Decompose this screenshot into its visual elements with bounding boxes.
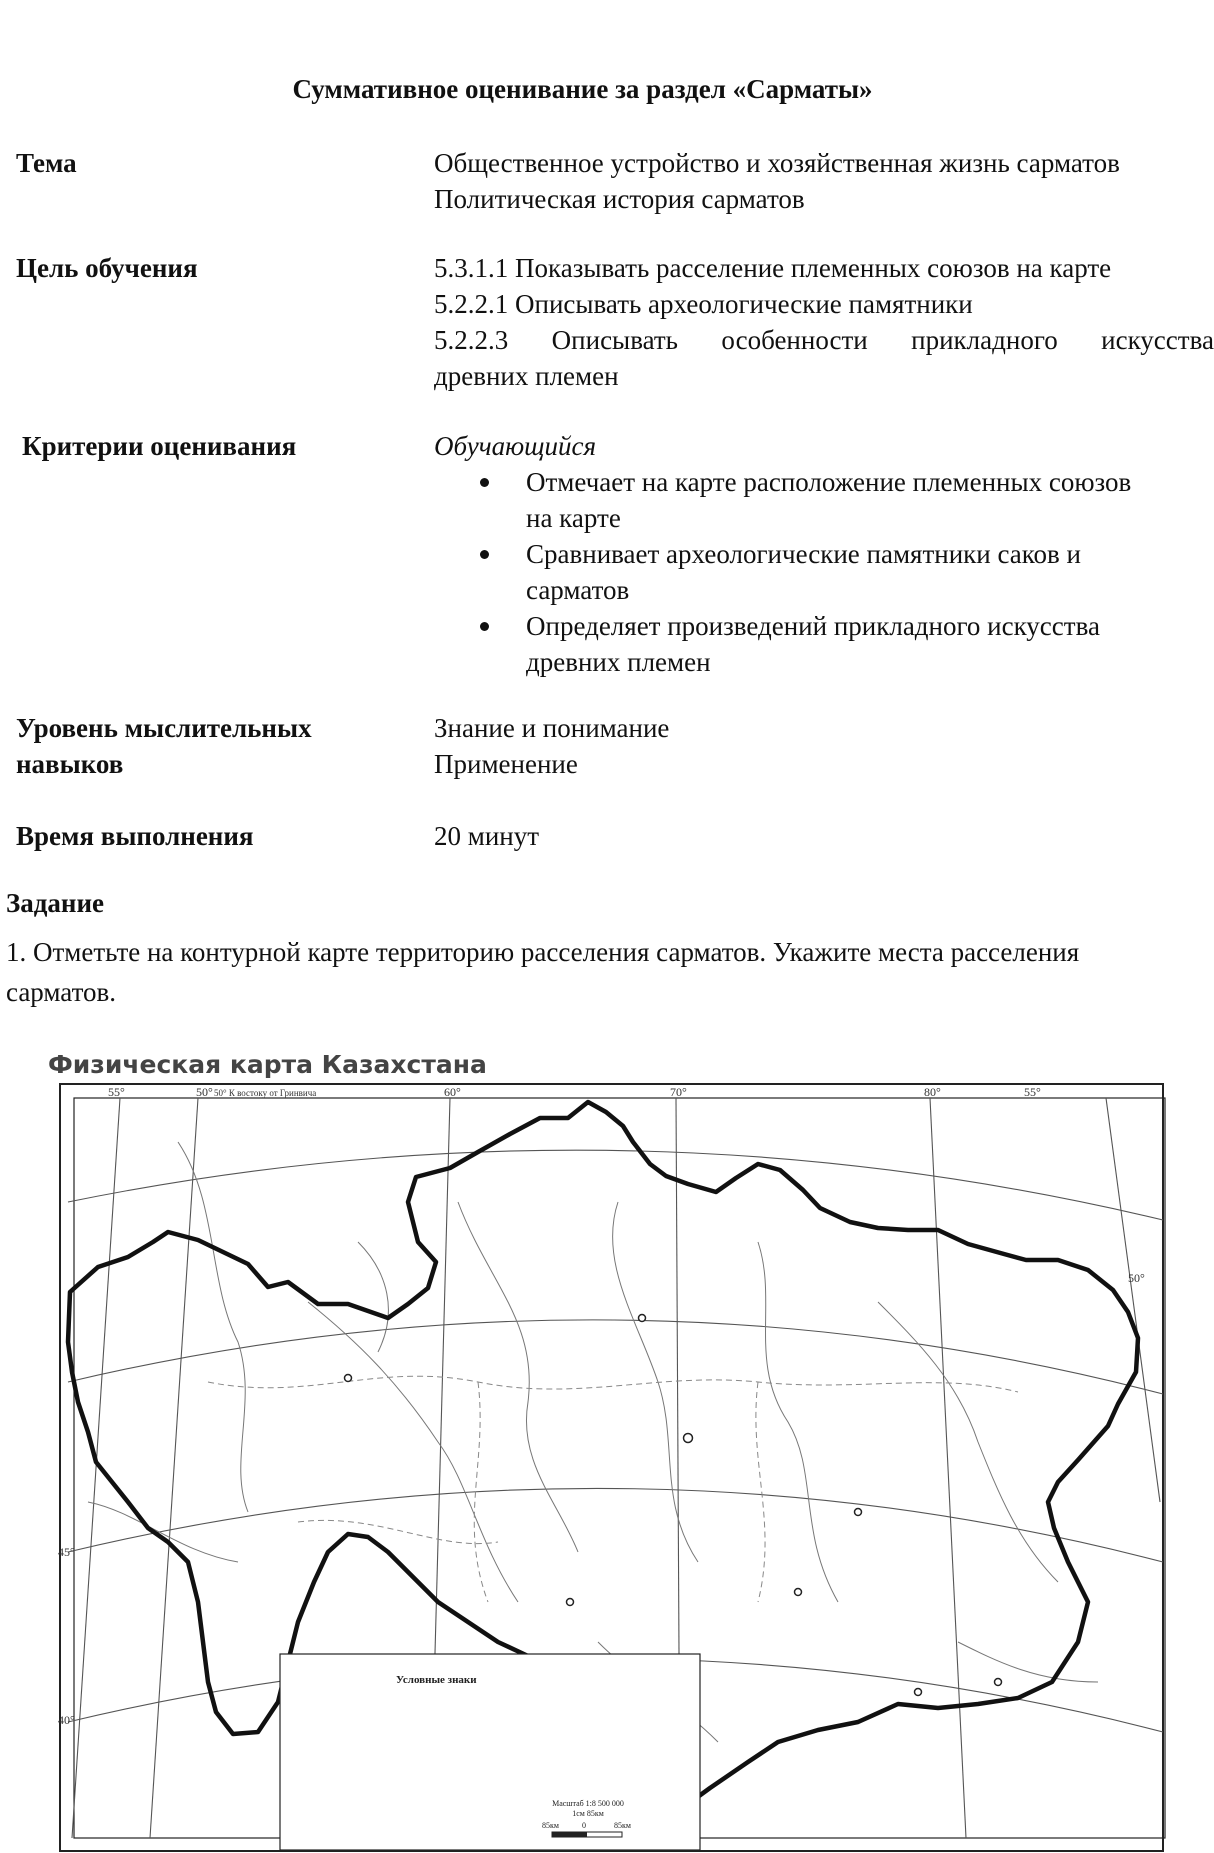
level-label-line-2: навыков <box>16 749 124 779</box>
degree-label: 45° <box>58 1545 75 1559</box>
map-internal-borders <box>208 1376 1018 1602</box>
degree-label: 50° <box>1128 1271 1145 1285</box>
map-legend <box>280 1654 700 1850</box>
scale-tick: 85км <box>614 1821 631 1830</box>
level-line-1: Знание и понимание <box>434 713 670 743</box>
degree-label: 70° <box>670 1085 687 1099</box>
bullet-line: Сравнивает археологические памятники саков и <box>526 539 1081 569</box>
degree-label: 55° <box>1024 1085 1041 1099</box>
degree-label: 40° <box>58 1713 75 1727</box>
level-label-line-1: Уровень мыслительных <box>16 713 312 743</box>
degree-label: 60° <box>444 1085 461 1099</box>
bullet-dot-icon <box>480 550 489 559</box>
bullet-line: сарматов <box>526 575 630 605</box>
goal-line-4: древних племен <box>434 361 619 391</box>
scale-text: 1см 85км <box>572 1809 604 1818</box>
goal-label: Цель обучения <box>16 253 198 283</box>
criteria-label: Критерии оценивания <box>22 431 297 461</box>
time-value: 20 минут <box>434 821 540 851</box>
scale-tick: 85км <box>542 1821 559 1830</box>
goal-value <box>434 250 1214 394</box>
task-text <box>6 932 1165 1012</box>
degree-label: 55° <box>108 1085 125 1099</box>
degree-label: 80° <box>924 1085 941 1099</box>
goal-word: Описывать <box>551 325 678 355</box>
topic-value <box>434 145 1165 217</box>
bullet-dot-icon <box>480 478 489 487</box>
task-line-1: 1. Отметьте на контурной карте территорию расселения сарматов. Укажите места расселения <box>6 937 1080 967</box>
criteria-intro: Обучающийся <box>434 431 597 461</box>
contour-map-svg[interactable] <box>58 1082 1165 1853</box>
scale-bar-fill <box>552 1832 587 1837</box>
level-line-2: Применение <box>434 749 578 779</box>
graticule-parallels <box>68 1150 1163 1732</box>
scale-text: Масштаб 1:8 500 000 <box>552 1799 624 1808</box>
bullet-dot-icon <box>480 622 489 631</box>
task-line-2: сарматов. <box>6 977 117 1007</box>
bullet-line: Отмечает на карте расположение племенных союзов <box>526 467 1132 497</box>
criteria-bullet <box>434 536 1165 608</box>
time-label: Время выполнения <box>16 821 254 851</box>
contour-map[interactable] <box>58 1082 1165 1853</box>
document-title: Суммативное оценивание за раздел «Сарматы» <box>292 74 873 104</box>
goal-word: искусства <box>1101 325 1214 355</box>
criteria-bullet <box>434 464 1165 536</box>
topic-line-2: Политическая история сарматов <box>434 184 805 214</box>
criteria-bullet <box>434 608 1165 680</box>
goal-word: прикладного <box>911 325 1058 355</box>
bullet-line: древних племен <box>526 647 711 677</box>
goal-line-2: 5.2.2.1 Описывать археологические памятники <box>434 289 973 319</box>
level-value <box>434 710 1165 782</box>
goal-line-3 <box>434 322 1214 358</box>
topic-line-1: Общественное устройство и хозяйственная жизнь сарматов <box>434 148 1120 178</box>
criteria-value <box>434 428 1165 680</box>
map-top-note: 50° К востоку от Гринвича <box>214 1088 317 1098</box>
goal-word: 5.2.2.3 <box>434 325 509 355</box>
goal-word: особенности <box>721 325 868 355</box>
map-title: Физическая карта Казахстана <box>48 1050 487 1079</box>
topic-label: Тема <box>16 148 77 178</box>
task-heading: Задание <box>6 888 105 918</box>
level-label <box>16 710 312 782</box>
bullet-line: на карте <box>526 503 621 533</box>
bullet-line: Определяет произведений прикладного искусства <box>526 611 1100 641</box>
scale-tick: 0 <box>582 1821 586 1830</box>
legend-title: Условные знаки <box>396 1674 477 1686</box>
legend-box <box>280 1654 700 1850</box>
degree-label: 50° <box>196 1085 213 1099</box>
goal-line-1: 5.3.1.1 Показывать расселение племенных союзов на карте <box>434 253 1112 283</box>
